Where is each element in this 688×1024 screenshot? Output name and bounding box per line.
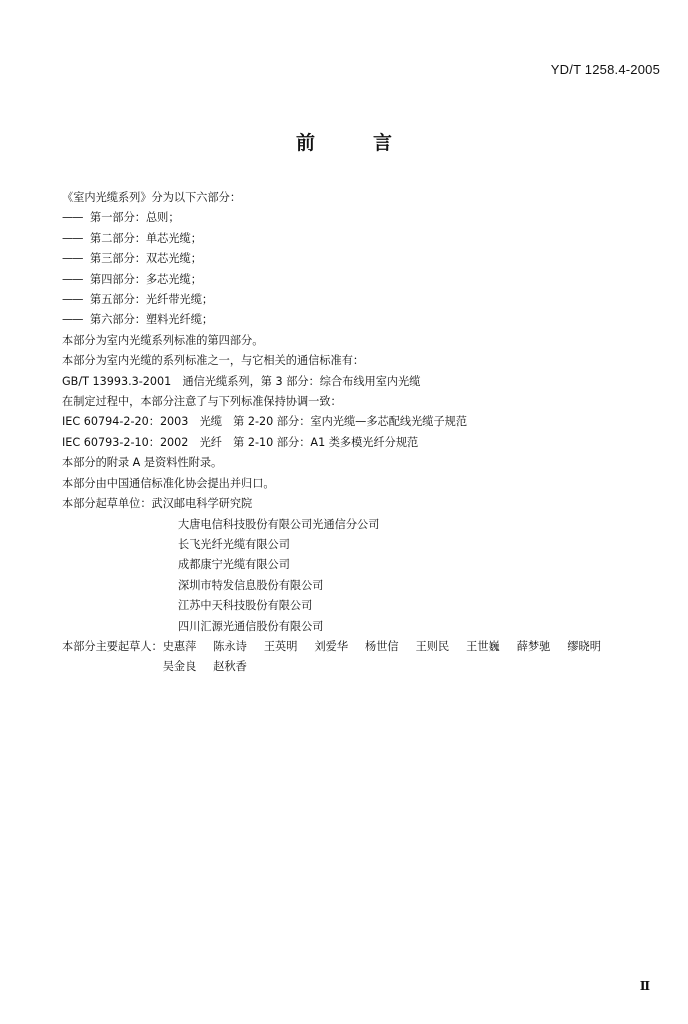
drafting-unit: 武汉邮电科学研究院	[151, 497, 253, 511]
paragraph: 在制定过程中，本部分注意了与下列标准保持协调一致：	[62, 395, 342, 409]
paragraph: 本部分由中国通信标准化协会提出并归口。	[62, 476, 275, 490]
intro-line: 《室内光缆系列》分为以下六部分：	[62, 191, 242, 204]
list-item: —— 第一部分：总则；	[62, 211, 180, 225]
drafter-name: 史惠萍	[162, 639, 197, 653]
standard-number: YD/T 1258.4-2005	[550, 62, 660, 77]
reference-standard: IEC 60793-2-10：2002 光纤 第 2-10 部分：A1 类多模光纤分规范	[62, 435, 419, 449]
list-item: —— 第五部分：光纤带光缆；	[62, 293, 214, 307]
drafting-unit: 大唐电信科技股份有限公司光通信分公司	[178, 517, 380, 531]
list-item: —— 第六部分：塑料光纤缆；	[62, 313, 214, 327]
list-item: —— 第三部分：双芯光缆；	[62, 252, 202, 266]
drafting-units	[62, 494, 662, 637]
drafting-units-label: 本部分起草单位：	[62, 497, 152, 511]
reference-standard: GB/T 13993.3-2001 通信光缆系列，第 3 部分：综合布线用室内光缆	[62, 374, 421, 388]
drafting-unit: 江苏中天科技股份有限公司	[178, 599, 313, 613]
drafter-name: 王英明	[263, 639, 298, 653]
page-number: Ⅱ	[639, 979, 650, 993]
drafter-name: 赵秋香	[213, 660, 247, 674]
drafting-unit: 长飞光纤光缆有限公司	[178, 537, 290, 551]
paragraph: 本部分的附录 A 是资料性附录。	[62, 456, 223, 470]
drafter-name: 杨世信	[365, 639, 399, 653]
drafter-name: 刘爱华	[314, 639, 349, 653]
page-title	[0, 128, 688, 155]
drafter-name: 王则民	[415, 639, 450, 653]
foreword-body	[62, 188, 662, 678]
parts-list	[62, 208, 662, 330]
paragraph: 本部分为室内光缆系列标准的第四部分。	[62, 333, 264, 347]
drafters	[62, 637, 662, 678]
title-char-2: 言	[373, 132, 393, 154]
drafter-name: 吴金良	[162, 660, 197, 674]
reference-standard: IEC 60794-2-20：2003 光缆 第 2-20 部分：室内光缆—多芯配线光缆子规范	[62, 415, 468, 429]
drafting-unit: 深圳市特发信息股份有限公司	[178, 578, 324, 592]
drafter-name: 缪晓明	[567, 639, 601, 653]
drafting-unit: 成都康宁光缆有限公司	[178, 558, 290, 572]
drafters-label: 本部分主要起草人：	[62, 639, 163, 653]
drafting-unit: 四川汇源光通信股份有限公司	[178, 619, 324, 633]
title-char-1: 前	[295, 132, 315, 154]
paragraph: 本部分为室内光缆的系列标准之一，与它相关的通信标准有：	[62, 354, 365, 368]
list-item: —— 第二部分：单芯光缆；	[62, 231, 202, 245]
drafter-name: 王世巍	[466, 639, 500, 653]
drafter-name: 陈永诗	[213, 639, 247, 653]
list-item: —— 第四部分：多芯光缆；	[62, 272, 202, 286]
drafter-name: 薛梦驰	[516, 639, 551, 653]
